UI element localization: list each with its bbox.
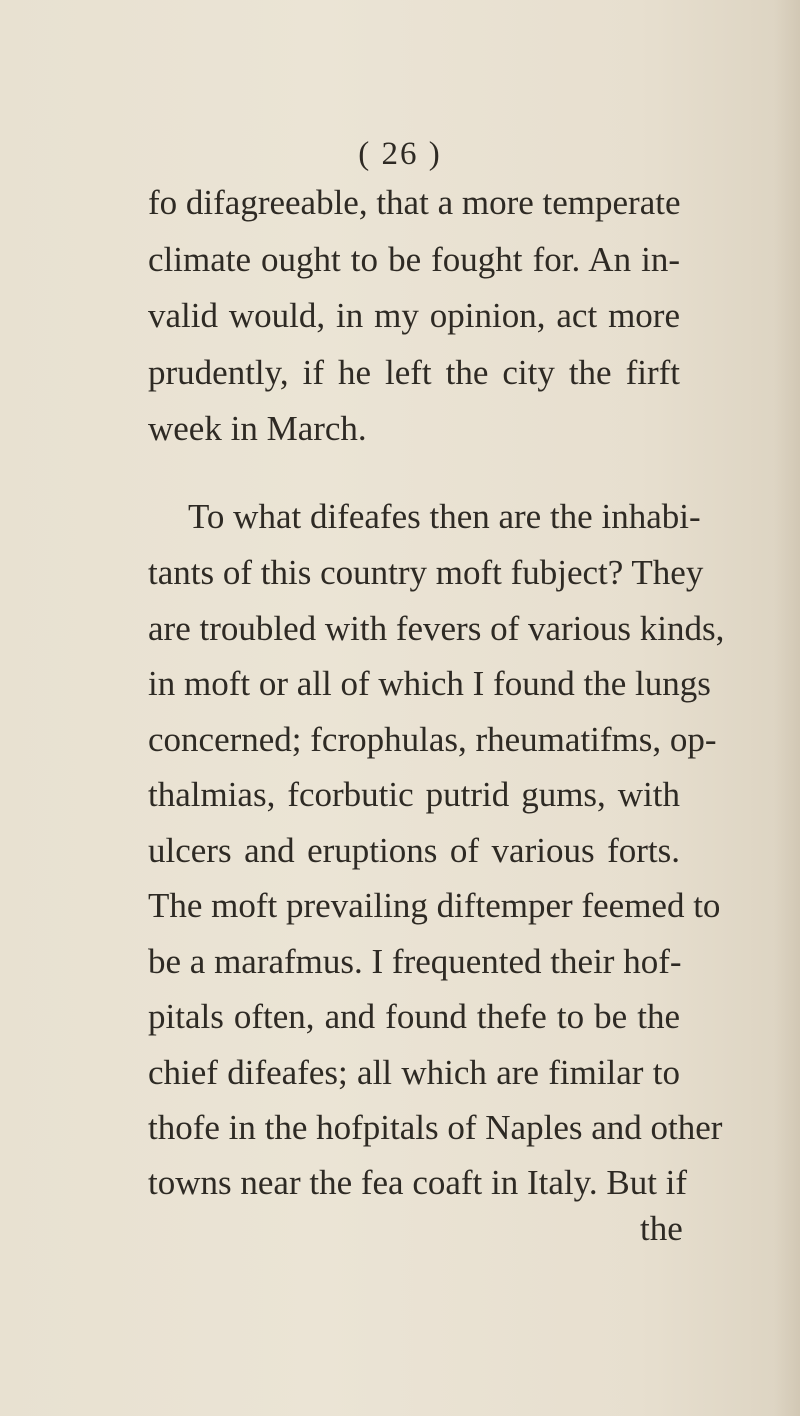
text-line: prudently, if he left the city the firft [148, 353, 680, 392]
text-line: The moft prevailing diftemper feemed to [148, 886, 721, 925]
text-line: be a marafmus. I frequented their hof- [148, 942, 682, 981]
text-line: pitals often, and found thefe to be the [148, 997, 680, 1036]
text-line: fo difagreeable, that a more temperate [148, 183, 681, 222]
text-line: concerned; fcrophulas, rheumatifms, op- [148, 720, 717, 759]
text-line: climate ought to be fought for. An in- [148, 240, 680, 279]
page-number: ( 26 ) [358, 136, 442, 172]
text-line: are troubled with fevers of various kinds, [148, 609, 725, 648]
text-line: chief difeafes; all which are fimilar to [148, 1053, 680, 1092]
text-line: week in March. [148, 409, 367, 448]
text-line: valid would, in my opinion, act more [148, 296, 680, 335]
text-line: towns near the fea coaft in Italy. But if [148, 1163, 688, 1202]
text-line: thofe in the hofpitals of Naples and other [148, 1108, 723, 1147]
text-line: To what difeafes then are the inhabi- [188, 497, 701, 536]
text-line: tants of this country moft fubject? They [148, 553, 704, 592]
text-line: ulcers and eruptions of various forts. [148, 831, 680, 870]
text-line: thalmias, fcorbutic putrid gums, with [148, 775, 680, 814]
text-line: in moft or all of which I found the lungs [148, 664, 711, 703]
catchword: the [640, 1209, 683, 1248]
